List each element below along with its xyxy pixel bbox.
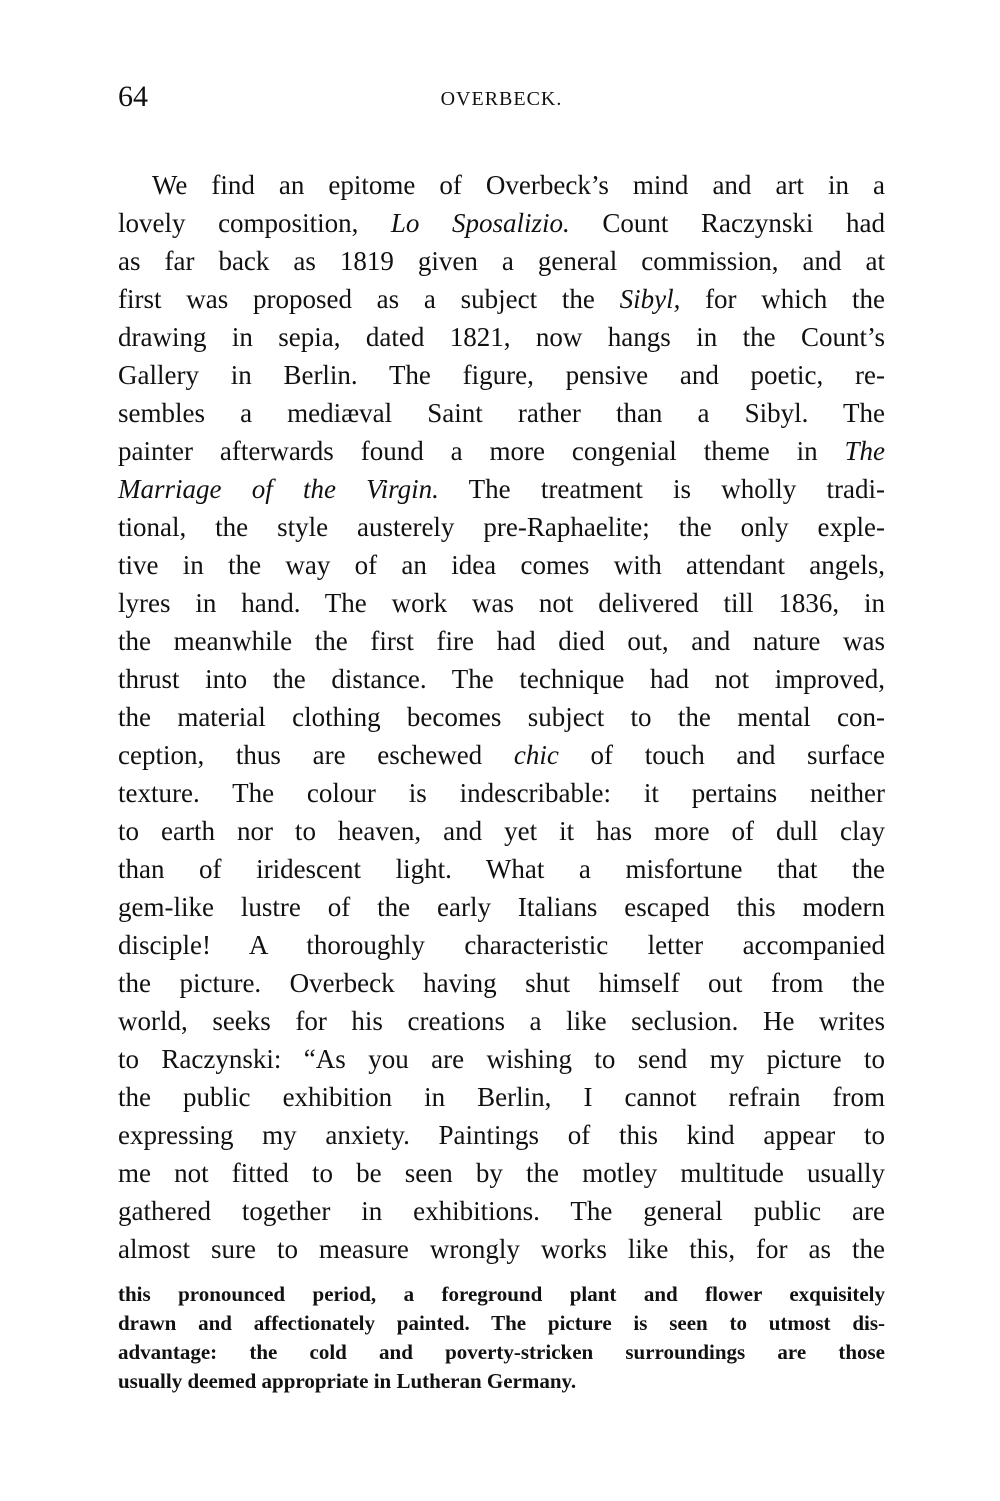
text-line: tional, the style austerely pre-Raphaelite; the only exple-	[118, 512, 885, 542]
text-line: texture. The colour is indescribable: it pertains neither	[118, 778, 885, 808]
text-line: world, seeks for his creations a like seclusion. He writes	[118, 1006, 885, 1036]
text-line: tive in the way of an idea comes with attendant angels,	[118, 550, 885, 580]
text-line: We find an epitome of Overbeck’s mind and art in a	[152, 170, 885, 200]
text-line: as far back as 1819 given a general commission, and at	[118, 246, 885, 276]
text-line: Gallery in Berlin. The figure, pensive and poetic, re-	[118, 360, 885, 390]
text-line: to earth nor to heaven, and yet it has more of dull clay	[118, 816, 885, 846]
page-header	[118, 80, 885, 120]
text-line: Marriage of the Virgin. The treatment is wholly tradi-	[118, 474, 885, 504]
footnote	[118, 1280, 885, 1396]
text-line: sembles a mediæval Saint rather than a Sibyl. The	[118, 398, 885, 428]
text-line: the picture. Overbeck having shut himself out from the	[118, 968, 885, 998]
text-line: the meanwhile the first fire had died out, and nature was	[118, 626, 885, 656]
text-line: me not fitted to be seen by the motley multitude usually	[118, 1158, 885, 1188]
page-number: 64	[118, 80, 148, 113]
text-line: disciple! A thoroughly characteristic letter accompanied	[118, 930, 885, 960]
text-line: thrust into the distance. The technique had not improved,	[118, 664, 885, 694]
text-line: lyres in hand. The work was not delivered till 1836, in	[118, 588, 885, 618]
text-line: first was proposed as a subject the Sibyl, for which the	[118, 284, 885, 314]
text-line: expressing my anxiety. Paintings of this kind appear to	[118, 1120, 885, 1150]
text-line: to Raczynski: “As you are wishing to send my picture to	[118, 1044, 885, 1074]
text-line: drawing in sepia, dated 1821, now hangs in the Count’s	[118, 322, 885, 352]
text-line: lovely composition, Lo Sposalizio. Count Raczynski had	[118, 208, 885, 238]
text-line: gathered together in exhibitions. The general public are	[118, 1196, 885, 1226]
footnote-line: usually deemed appropriate in Lutheran Germany.	[118, 1369, 577, 1393]
text-line: the material clothing becomes subject to the mental con-	[118, 702, 885, 732]
text-line: the public exhibition in Berlin, I cannot refrain from	[118, 1082, 885, 1112]
body-text	[118, 166, 885, 1268]
text-line: painter afterwards found a more congenial theme in The	[118, 436, 885, 466]
footnote-line: drawn and affectionately painted. The picture is seen to utmost dis-	[118, 1311, 885, 1335]
text-line: gem-like lustre of the early Italians escaped this modern	[118, 892, 885, 922]
text-line: almost sure to measure wrongly works like this, for as the	[118, 1234, 885, 1264]
footnote-line: this pronounced period, a foreground plant and flower exquisitely	[118, 1282, 885, 1306]
running-head: OVERBECK.	[440, 88, 563, 110]
footnote-line: advantage: the cold and poverty-stricken surroundings are those	[118, 1340, 885, 1364]
text-line: ception, thus are eschewed chic of touch and surface	[118, 740, 885, 770]
text-line: than of iridescent light. What a misfortune that the	[118, 854, 885, 884]
